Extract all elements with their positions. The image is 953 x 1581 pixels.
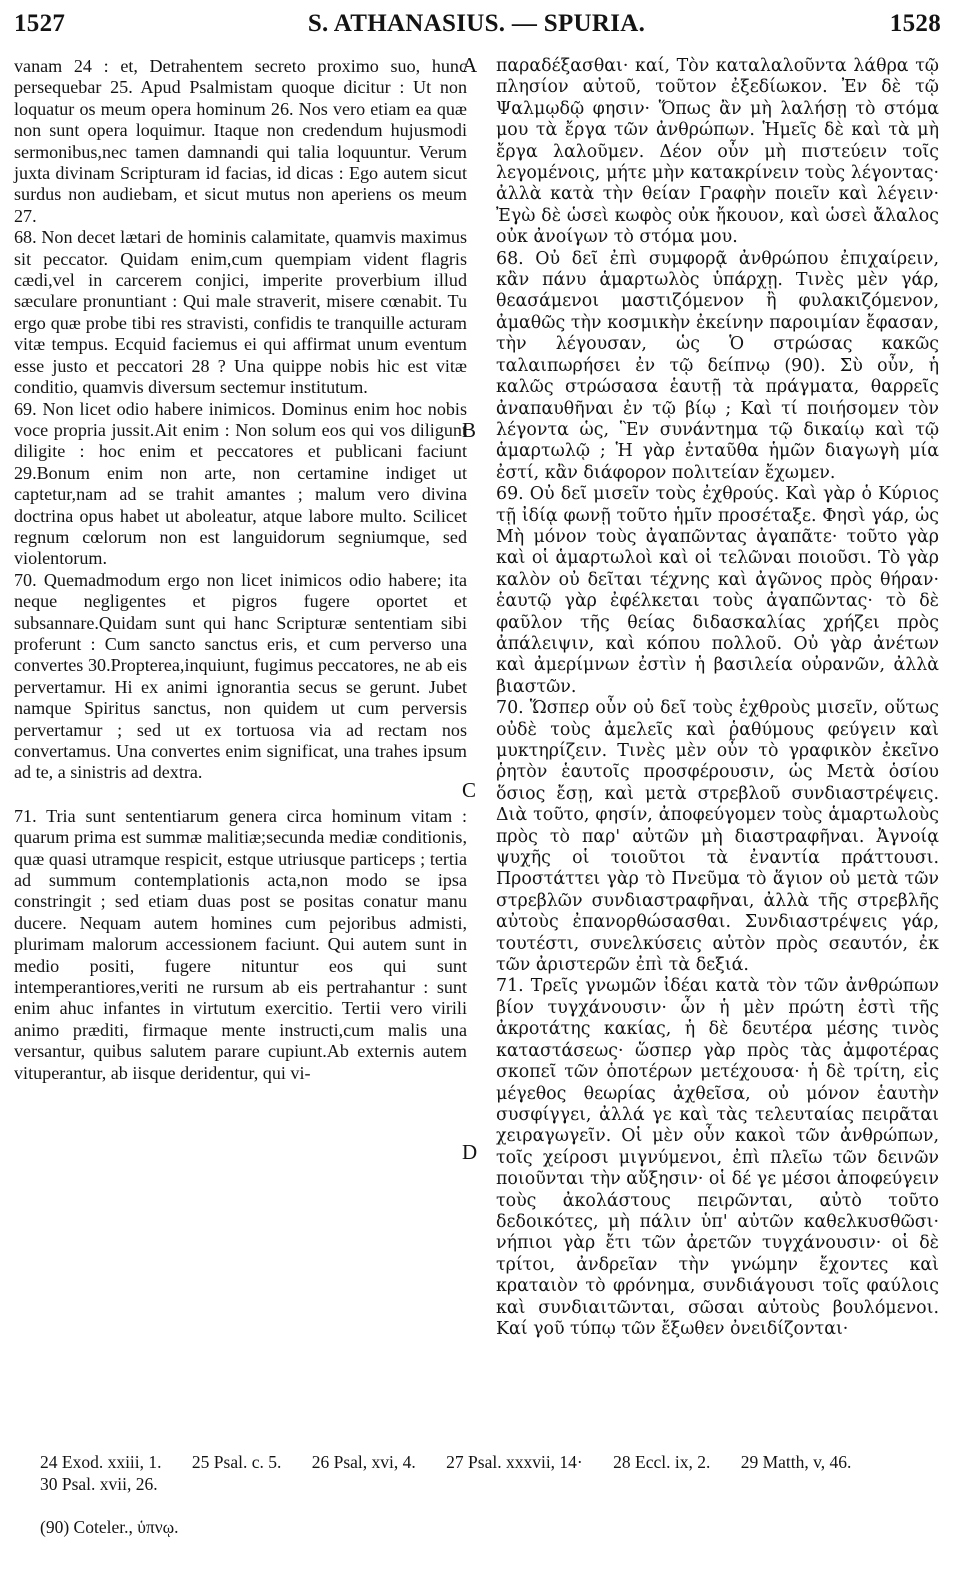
greek-column	[496, 56, 939, 1340]
margin-mark-d: D	[462, 1140, 478, 1164]
margin-mark-b: B	[462, 418, 477, 442]
footnote-29: 29 Matth, v, 46.	[740, 1452, 852, 1472]
footnote-25: 25 Psal. c. 5.	[191, 1452, 282, 1472]
latin-paragraph-71: 71. Tria sunt sententiarum genera circa hominum vitam : quarum prima est summæ malitiæ;secunda mediæ conditionis, quæ quasi utramque respicit, estque utriusque particeps ; tertia ad summum contemplationis acta,non modo se ipsa constringit ; sed etiam duas post se positas conatur manu ducere. Nequam autem homines cum pejoribus admisti, plurimam malorum accessionem faciunt. Qui autem sunt in medio positi, fugere nituntur eos qui sunt intemperantiores,veriti ne rursum ab eis pertrahantur : sunt enim ahuc infantes in virtutum exercitio. Tertii vero virili animo præditi, firmaque mente instructi,cum malis una versantur, quibus salutem parare cupiunt.Ab externis autem vituperantur, ab iisque deridentur, qui vi-	[14, 805, 467, 1083]
latin-paragraph-69: 69. Non licet odio habere inimicos. Dominus enim hoc nobis voce propria jussit.Ait enim : Non solum eos qui vos diligunt diligite : hoc enim et peccatores et publicani faciunt 29.Bonum enim non arte, non certamine indiget ut captetur,nam ad se trahit amantes ; malum vero divina doctrina opus habet ut aboleatur, atque labore multo. Scilicet regnum cœlorum non est languidorum segniumque, sed violentorum.	[14, 398, 467, 569]
margin-mark-a: A	[462, 53, 478, 77]
footnote-24: 24 Exod. xxiii, 1.	[40, 1452, 162, 1472]
footnote-28: 28 Eccl. ix, 2.	[613, 1452, 711, 1472]
footnote-30: 30 Psal. xvii, 26.	[40, 1474, 158, 1494]
editor-note-90: (90) Coteler., ὑπνῳ.	[40, 1517, 179, 1537]
latin-paragraph-67-end: vanam 24 : et, Detrahentem secreto proximo suo, hunc persequebar 25. Apud Psalmistam quoque dicitur : Ut non loquatur os meum opera hominum 26. Nos vero etiam ea quæ non sunt opera loquimur. Itaque non credendum hujusmodi sermonibus,nec tamen damnandi qui talia loquuntur. Verum juxta divinam Scripturam id facias, id dicas : Ego autem sicut surdus non audiebam, et sicut mutus non aperiens os meum 27.	[14, 56, 467, 226]
running-title: S. ATHANASIUS. — SPURIA.	[307, 10, 646, 37]
greek-paragraph-70: 70. Ὥσπερ οὖν οὐ δεῖ τοὺς ἐχθροὺς μισεῖν, οὕτως οὐδὲ τοὺς ἀμελεῖς καὶ ῥαθύμους φεύγειν καὶ μυκτηρίζειν. Τινὲς μὲν οὖν τὸ γραφικὸν ἐκεῖνο ῥητὸν ἑαυτοῖς προσφέρουσιν, ὡς Μετὰ ὁσίου ὅσιος ἔσῃ, καὶ μετὰ στρεβλοῦ συνδιαστρέψεις. Διὰ τοῦτο, φησίν, ἀποφεύγομεν τοὺς ἁμαρτωλοὺς πρὸς τὸ παρ' αὐτῶν μὴ διαστραφῆναι. Ἀγνοίᾳ ψυχῆς οἱ τοιοῦτοι τὰ ἐναντία πράττουσι. Προστάττει γὰρ τὸ Πνεῦμα τὸ ἅγιον οὐ μετὰ τῶν στρεβλῶν συνδιαστραφῆναι, ἀλλὰ τῆς στρεβλῆς αὐτοὺς ἐπανορθώσασθαι. Συνδιαστρέψεις γάρ, τουτέστι, συνελκύσεις αὐτὸν πρὸς σεαυτόν, ἐκ τῶν ἀριστερῶν ἐπὶ τὰ δεξιά.	[496, 698, 939, 976]
margin-mark-c: C	[462, 778, 477, 802]
greek-paragraph-69: 69. Οὐ δεῖ μισεῖν τοὺς ἐχθρούς. Καὶ γὰρ ὁ Κύριος τῇ ἰδίᾳ φωνῇ τοῦτο ἡμῖν προσέταξε. Φησὶ γάρ, ὡς Μὴ μόνον τοὺς ἀγαπῶντας ἀγαπᾶτε· τοῦτο γὰρ καὶ οἱ ἁμαρτωλοὶ καὶ οἱ τελῶναι ποιοῦσι. Τὸ γὰρ καλὸν οὐ δεῖται τέχνης καὶ ἀγῶνος πρὸς θήραν· ἑαυτῷ γὰρ ἐφέλκεται τοὺς ἀγαπῶντας· τὸ δὲ φαῦλον τῆς θείας διδασκαλίας χρήζει πρὸς ἀπάλειψιν, καὶ κόπου πολλοῦ. Οὐ γὰρ ἀνέτων καὶ ἀμερίμνων ἐστὶν ἡ βασιλεία οὐρανῶν, ἀλλὰ βιαστῶν.	[496, 484, 939, 697]
footnotes-line-1	[40, 1452, 945, 1473]
latin-paragraph-68: 68. Non decet lætari de hominis calamitate, quamvis maximus sit peccator. Quidam enim,cum quempiam vident flagris cædi,vel in carcerem conjici, imperite proverbium illud sæculare pronuntiant : Qui male straverit, misere cœnabit. Tu ergo quæ probe tibi res stravisti, confidis te tranquille acturam vitæ tempus. Ecquid faciemus ei qui affirmat unum eventum esse justo et peccatori 28 ? Una quippe nobis hic est vitæ conditio, quamvis diversum sectemur institutum.	[14, 227, 467, 398]
greek-paragraph-68: 68. Οὐ δεῖ ἐπὶ συμφορᾷ ἀνθρώπου ἐπιχαίρειν, κἂν πάνυ ἁμαρτωλὸς ὑπάρχῃ. Τινὲς μὲν γάρ, θεασάμενοι μαστιζόμενον ἢ φυλακιζόμενον, ἀμαθῶς τὴν κοσμικὴν ἐκείνην παροιμίαν ἔφασαν, τὴν λέγουσαν, ὡς Ὁ στρώσας κακῶς ταλαιπωρήσει ἐν τῷ δείπνῳ (90). Σὺ οὖν, ἡ καλῶς στρώσασα ἑαυτῇ τὰ πράγματα, θαρρεῖς ἀναπαυθῆναι ἐν τῷ βίῳ ; Καὶ τί ποιήσομεν τὸν λέγοντα ὡς, Ἓν συνάντημα τῷ δικαίῳ καὶ τῷ ἁμαρτωλῷ ; Ἡ γὰρ ἐνταῦθα ἡμῶν διαγωγὴ μία ἐστί, κἂν διάφορον πολιτείαν ἔχωμεν.	[496, 248, 939, 483]
page-number-left: 1527	[14, 10, 66, 37]
footnote-27: 27 Psal. xxxvii, 14·	[446, 1452, 583, 1472]
latin-paragraph-70: 70. Quemadmodum ergo non licet inimicos odio habere; ita neque negligentes et pigros fugere oportet et subsannare.Quidam sunt qui hanc Scripturæ sententiam sibi proferunt : Cum sancto sanctus eris, et cum perverso una convertes 30.Propterea,inquiunt, fugimus peccatores, ne ab eis pervertamur. Hi ex animi ignorantia secus se gerunt. Jubet namque Spiritus sanctus, non quidem ut cum perversis pervertamur ; sed ut ex tortuosa via ad rectam nos convertamus. Una convertes enim significat, una trahes ipsum ad te, a sinistris ad dextra.	[14, 569, 467, 783]
footnote-26: 26 Psal, xvi, 4.	[311, 1452, 416, 1472]
footnotes-line-2	[40, 1474, 945, 1495]
greek-paragraph-67-end: παραδέξασθαι· καί, Τὸν καταλαλοῦντα λάθρα τῷ πλησίον αὐτοῦ, τοῦτον ἐξεδίωκον. Ἐν δὲ τῷ Ψαλμῳδῷ φησιν· Ὅπως ἂν μὴ λαλήσῃ τὸ στόμα μου τὰ ἔργα τῶν ἀνθρώπων. Ἡμεῖς δὲ καὶ τὰ μὴ ἔργα λαλοῦμεν. Δέον οὖν μὴ πιστεύειν τοῖς λεγομένοις, μήτε μὴν κατακρίνειν τοὺς λέγοντας· ἀλλὰ κατὰ τὴν θείαν Γραφὴν ποιεῖν καὶ λέγειν· Ἐγὼ δὲ ὡσεὶ κωφὸς οὐκ ἤκουον, καὶ ὡσεὶ ἄλαλος οὐκ ἀνοίγων τὸ στόμα μου.	[496, 56, 939, 248]
latin-column	[14, 56, 467, 1084]
editor-note	[40, 1517, 945, 1538]
greek-paragraph-71: 71. Τρεῖς γνωμῶν ἰδέαι κατὰ τὸν τῶν ἀνθρώπων βίον τυγχάνουσιν· ὧν ἡ μὲν πρώτη ἐστὶ τῆς ἀκροτάτης κακίας, ἡ δὲ δευτέρα μέσης τινὸς καταστάσεως· ὥσπερ γὰρ πρὸς τὰς ἀμφοτέρας σκοπεῖ τῶν ὁποτέρων μετέχουσα· ἡ δὲ τρίτη, εἰς μέγεθος θεωρίας ἀχθεῖσα, οὐ μόνον ἑαυτὴν συσφίγγει, ἀλλά γε καὶ τὰς τελευταίας πειρᾶται χειραγωγεῖν. Οἱ μὲν οὖν κακοὶ τῶν ἀνθρώπων, τοῖς χείροσι μιγνύμενοι, ἐπὶ πλεῖω τῶν δεινῶν ποιοῦνται τὴν αὔξησιν· οἱ δέ γε μέσοι ἀποφεύγειν τοὺς ἀκολάστους πειρῶνται, αὐτὸ τοῦτο δεδοικότες, μὴ πάλιν ὑπ' αὐτῶν καθελκυσθῶσι· νήπιοι γὰρ ἔτι τῶν ἀρετῶν τυγχάνουσιν· οἱ δὲ τρίτοι, ἀνδρεῖαν τὴν γνώμην ἔχοντες καὶ κραταιὸν τὸ φρόνημα, συνδιάγουσι τοῖς φαύλοις καὶ συνδιαιτῶνται, σῶσαι αὐτοὺς βουλόμενοι. Καί γοῦ τύπῳ τῶν ἔξωθεν ὀνειδίζονται·	[496, 976, 939, 1339]
page-header	[0, 10, 953, 44]
page-number-right: 1528	[889, 10, 941, 37]
